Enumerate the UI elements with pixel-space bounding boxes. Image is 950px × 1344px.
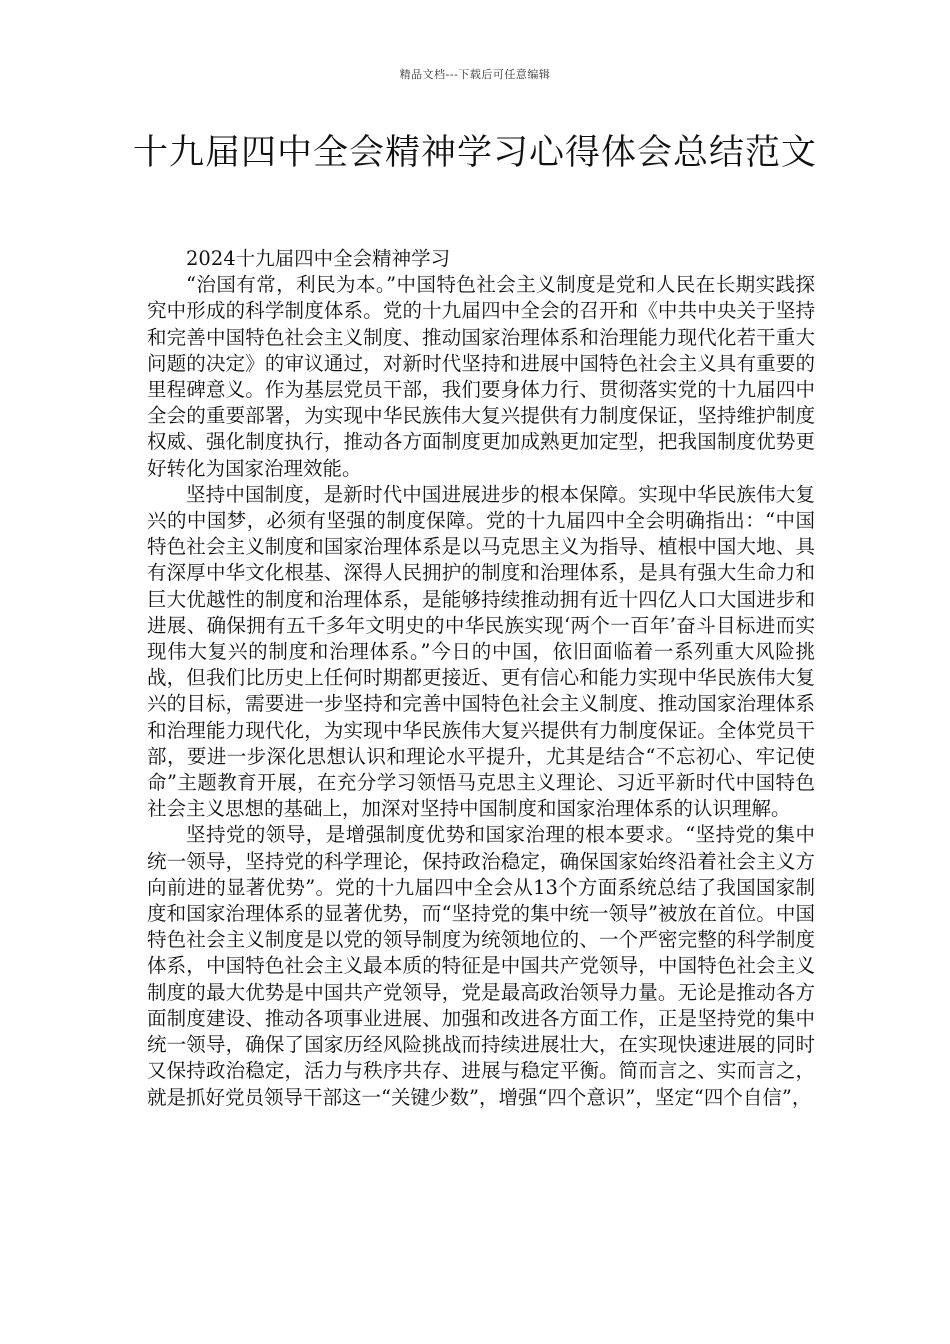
header-note: 精品文档---下载后可任意编辑 — [399, 68, 551, 81]
document-title: 十九届四中全会精神学习心得体会总结范文 — [132, 133, 817, 173]
paragraph-3: 坚持党的领导，是增强制度优势和国家治理的根本要求。“坚持党的集中统一领导，坚持党的科学理论，保持政治稳定，确保国家始终沿着社会主义方向前进的显著优势”。党的十九届四中全会从13个方面系统总结了我国国家制度和国家治理体系的显著优势，而“坚持党的集中统一领导”被放在首位。中国特色社会主义制度是以党的领导制度为统领地位的、一个严密完整的科学制度体系，中国特色社会主义最本质的特征是中国共产党领导，中国特色社会主义制度的最大优势是中国共产党领导，党是最高政治领导力量。无论是推动各方面制度建设、推动各项事业进展、加强和改进各方面工作，正是坚持党的集中统一领导，确保了国家历经风险挑战而持续进展壮大，在实现快速进展的同时又保持政治稳定，活力与秩序共存、进展与稳定平衡。简而言之、实而言之，就是抓好党员领导干部这一“关键少数”，增强“四个意识”，坚定“四个自信”， — [147, 823, 815, 1109]
lead-line: 2024十九届四中全会精神学习 — [186, 247, 451, 270]
document-body — [147, 246, 815, 1111]
paragraph-1: “治国有常，利民为本。”中国特色社会主义制度是党和人民在长期实践探究中形成的科学制度体系。党的十九届四中全会的召开和《中共中央关于坚持和完善中国特色社会主义制度、推动国家治理体系和治理能力现代化若干重大问题的决定》的审议通过，对新时代坚持和进展中国特色社会主义具有重要的里程碑意义。作为基层党员干部，我们要身体力行、贯彻落实党的十九届四中全会的重要部署，为实现中华民族伟大复兴提供有力制度保证，坚持维护制度权威、强化制度执行，推动各方面制度更加成熟更加定型，把我国制度优势更好转化为国家治理效能。 — [147, 273, 815, 480]
paragraph-2: 坚持中国制度，是新时代中国进展进步的根本保障。实现中华民族伟大复兴的中国梦，必须有坚强的制度保障。党的十九届四中全会明确指出：“中国特色社会主义制度和国家治理体系是以马克思主义为指导、植根中国大地、具有深厚中华文化根基、深得人民拥护的制度和治理体系，是具有强大生命力和巨大优越性的制度和治理体系，是能够持续推动拥有近十四亿人口大国进步和进展、确保拥有五千多年文明史的中华民族实现‘两个一百年’奋斗目标进而实现伟大复兴的制度和治理体系。”今日的中国，依旧面临着一系列重大风险挑战，但我们比历史上任何时期都更接近、更有信心和能力实现中华民族伟大复兴的目标，需要进一步坚持和完善中国特色社会主义制度、推动国家治理体系和治理能力现代化，为实现中华民族伟大复兴提供有力制度保证。全体党员干部，要进一步深化思想认识和理论水平提升，尤其是结合“不忘初心、牢记使命”主题教育开展，在充分学习领悟马克思主义理论、习近平新时代中国特色社会主义思想的基础上，加深对坚持中国制度和国家治理体系的认识理解。 — [147, 482, 815, 821]
